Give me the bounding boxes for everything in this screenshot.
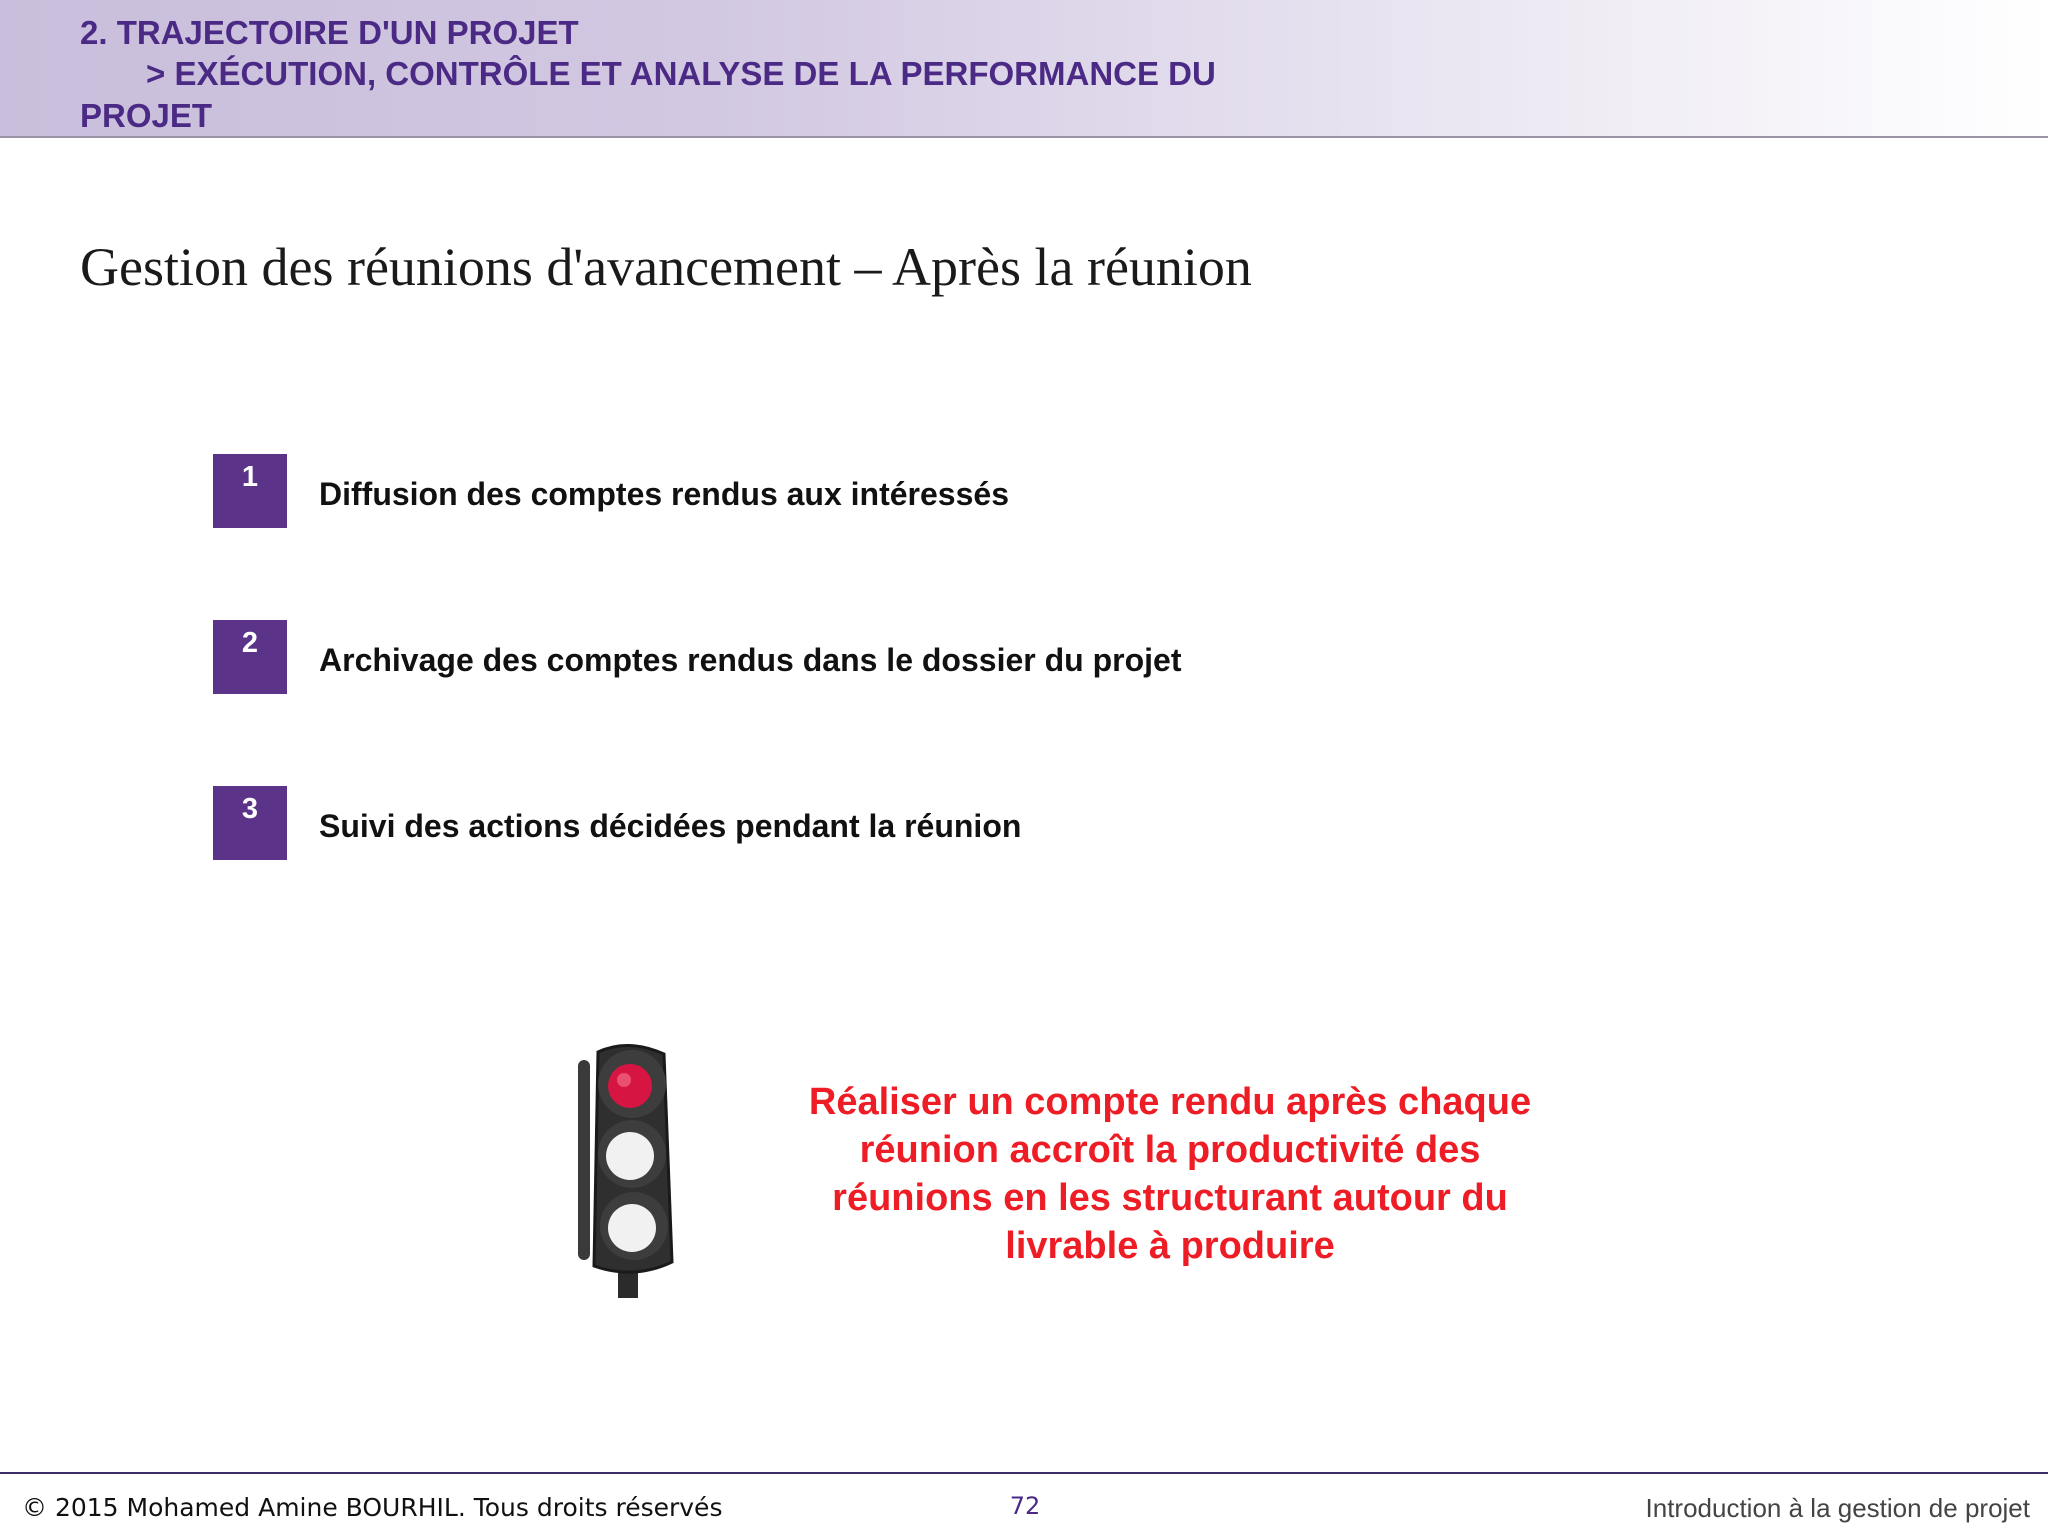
- traffic-light-icon: [568, 1040, 688, 1300]
- section-header: [0, 0, 2048, 138]
- key-message-line: réunions en les structurant autour du: [832, 1177, 1508, 1219]
- key-message-line: réunion accroît la productivité des: [859, 1129, 1481, 1171]
- step-number-badge: 2: [213, 620, 287, 694]
- section-number-title: 2. TRAJECTOIRE D'UN PROJET: [80, 14, 579, 51]
- footer-divider: [0, 1472, 2048, 1474]
- step-label: Suivi des actions décidées pendant la réunion: [319, 808, 1022, 844]
- key-message: [770, 1078, 1570, 1270]
- key-message-line: livrable à produire: [1005, 1225, 1335, 1267]
- slide-title: Gestion des réunions d'avancement – Après la réunion: [80, 237, 1252, 297]
- step-label: Archivage des comptes rendus dans le dossier du projet: [319, 642, 1182, 678]
- step-number-badge: 3: [213, 786, 287, 860]
- footer-course-title: Introduction à la gestion de projet: [1645, 1493, 2030, 1523]
- footer-copyright: © 2015 Mohamed Amine BOURHIL. Tous droits réservés: [22, 1493, 723, 1522]
- subsection-title-continued: PROJET: [80, 97, 213, 134]
- page-number: 72: [1009, 1492, 1041, 1520]
- step-number-badge: 1: [213, 454, 287, 528]
- step-label: Diffusion des comptes rendus aux intéressés: [319, 476, 1009, 512]
- key-message-line: Réaliser un compte rendu après chaque: [808, 1081, 1532, 1123]
- subsection-title: > EXÉCUTION, CONTRÔLE ET ANALYSE DE LA PERFORMANCE DU: [146, 55, 1216, 92]
